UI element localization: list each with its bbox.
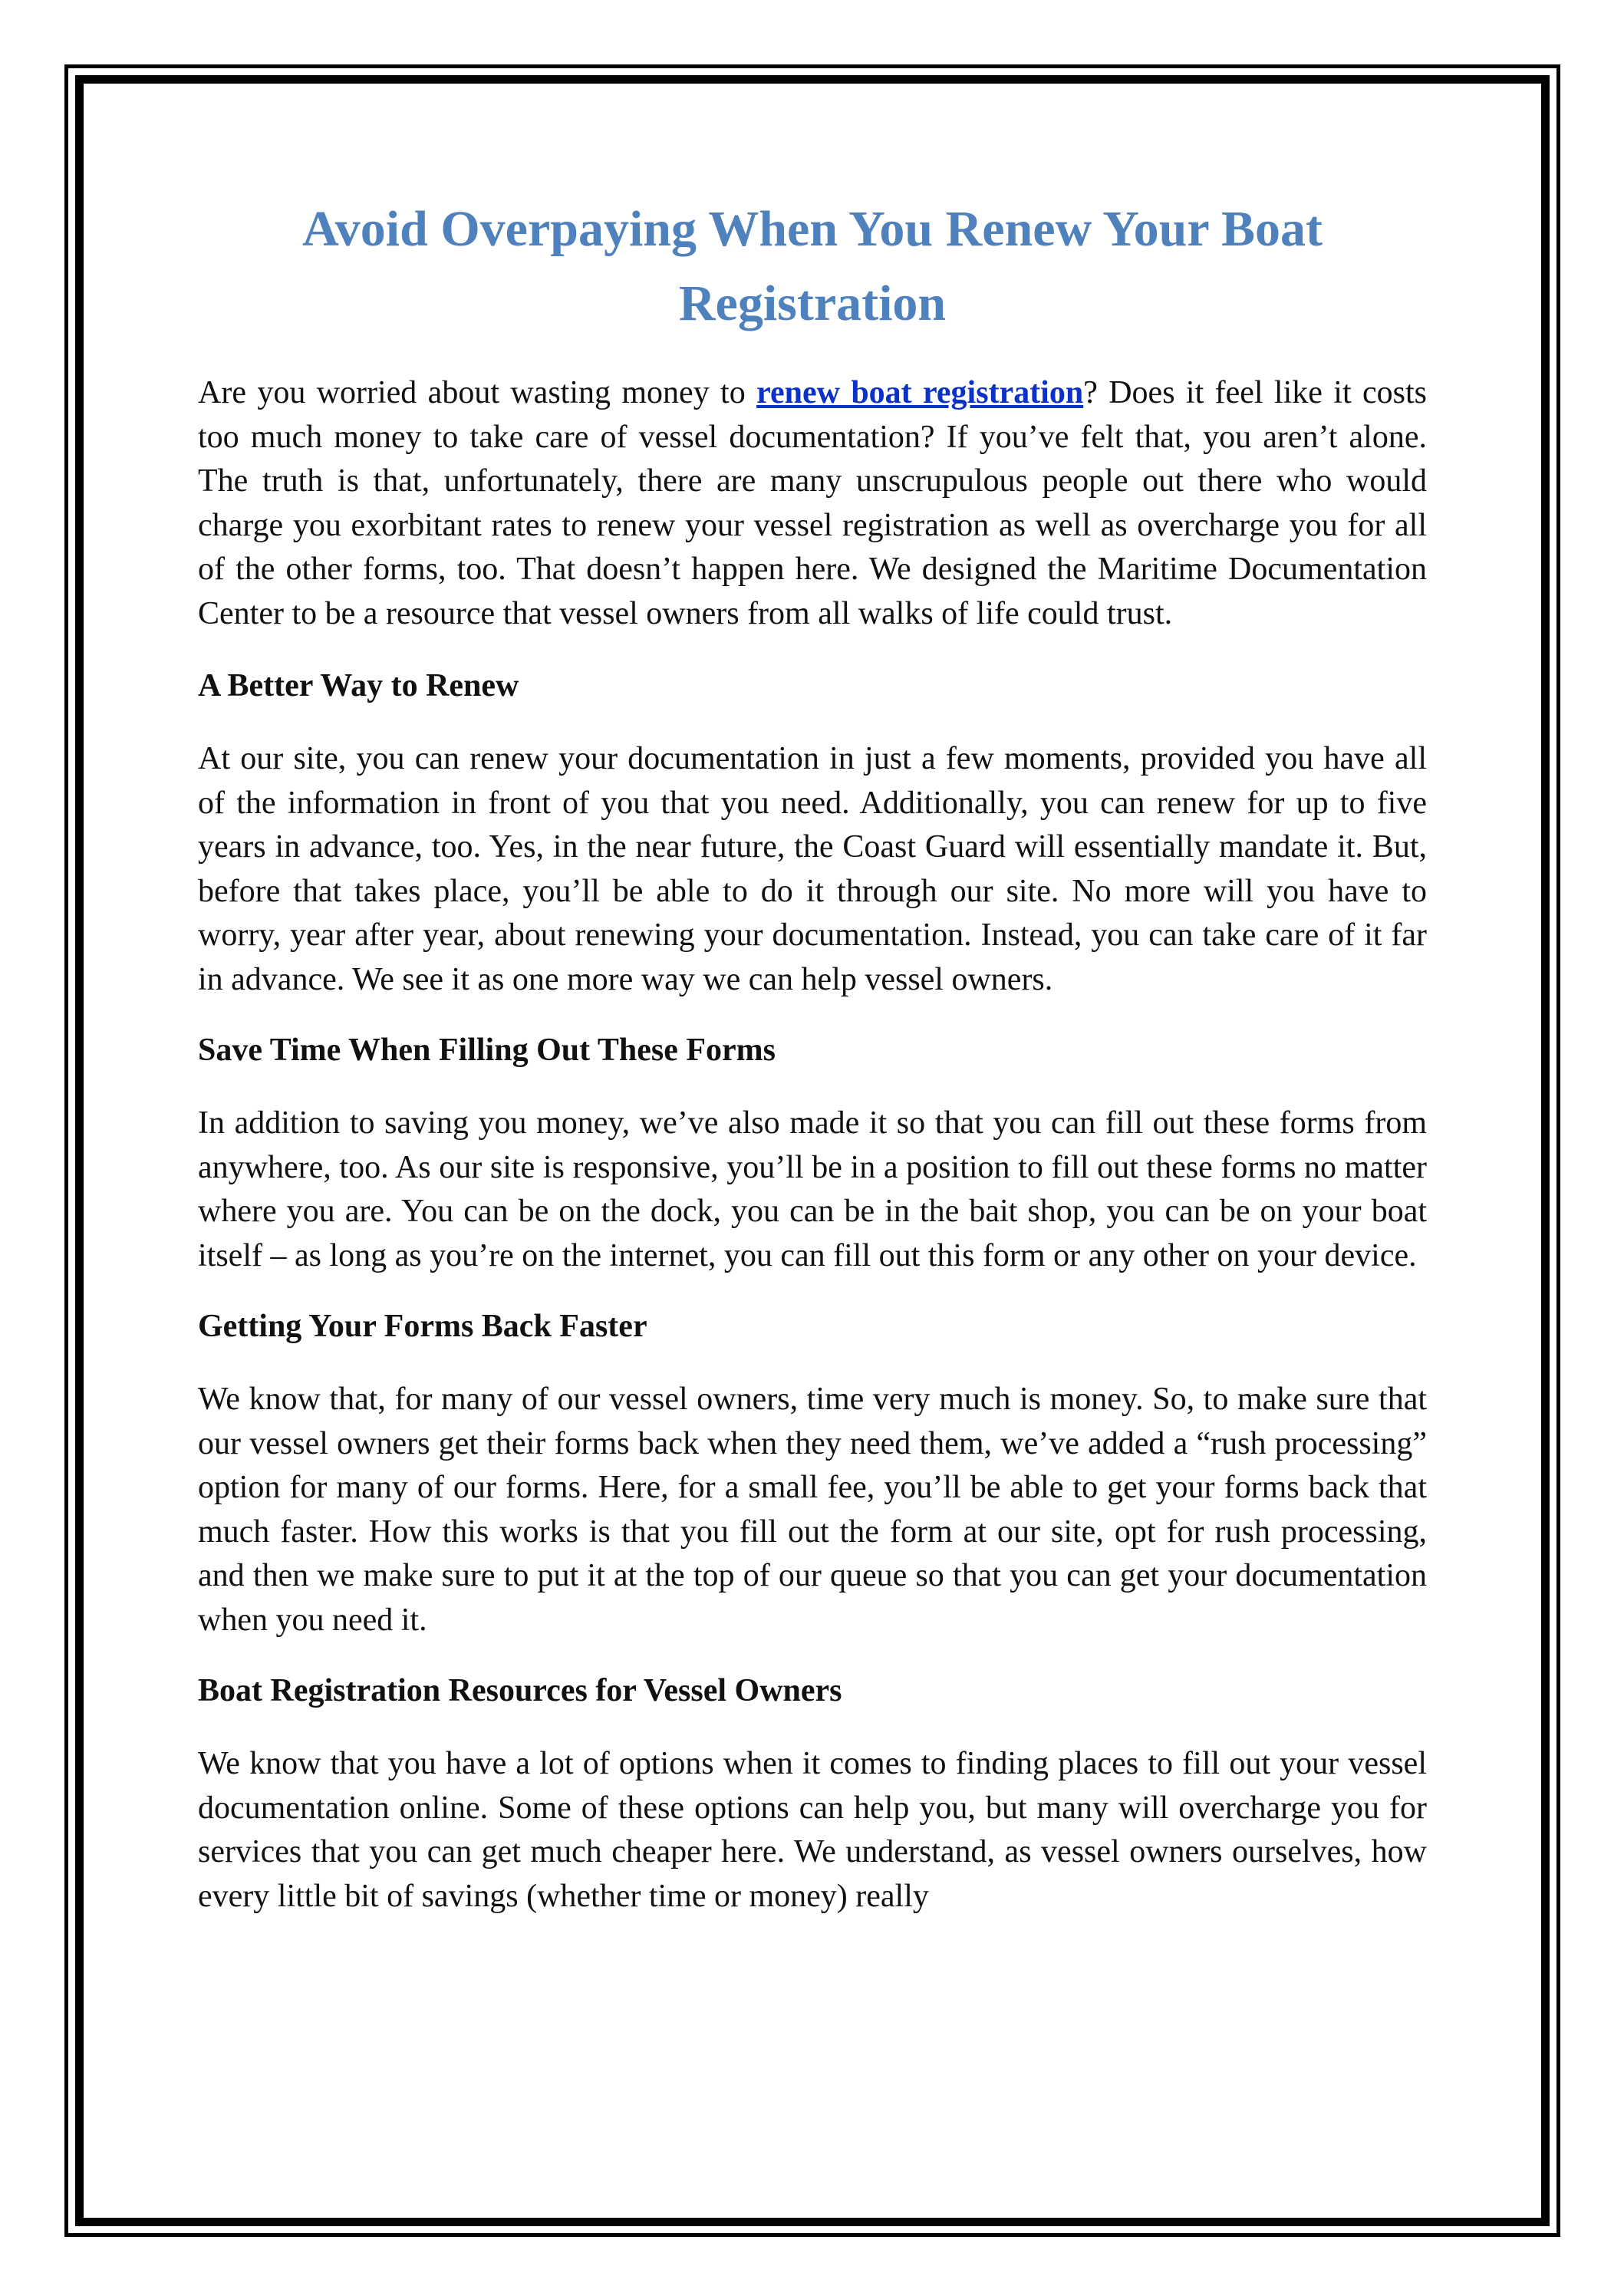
intro-text-before-link: Are you worried about wasting money to: [198, 375, 757, 410]
intro-paragraph: [198, 371, 1427, 636]
section-body-save-time: In addition to saving you money, we’ve also made it so that you can fill out these forms from anywhere, too. As our site is responsive, you’ll be in a position to fill out these forms no matter where you are. You can be on the dock, you can be in the bait shop, you can be on your boat itself – as long as you’re on the internet, you can fill out this form or any other on your device.: [198, 1105, 1427, 1273]
document-body: [198, 192, 1427, 1945]
section-heading-resources: Boat Registration Resources for Vessel Owners: [198, 1673, 842, 1708]
section-body-forms-faster: We know that, for many of our vessel owners, time very much is money. So, to make sure that our vessel owners get their forms back when they need them, we’ve added a “rush processing” option for many of our forms. Here, for a small fee, you’ll be able to get your forms back that much faster. How this works is that you fill out the form at our site, opt for rush processing, and then we make sure to put it at the top of our queue so that you can get your documentation when you need it.: [198, 1382, 1427, 1638]
renew-boat-registration-link[interactable]: renew boat registration: [756, 375, 1084, 410]
section-heading-save-time: Save Time When Filling Out These Forms: [198, 1033, 776, 1068]
section-heading-forms-faster: Getting Your Forms Back Faster: [198, 1309, 647, 1344]
intro-text-after-link: ? Does it feel like it costs too much money to take care of vessel documentation? If you’ve felt that, you aren’t alone. The truth is that, unfortunately, there are many unscrupulous people out there who would charge you exorbitant rates to renew your vessel registration as well as overcharge you for all of the other forms, too. That doesn’t happen here. We designed the Maritime Documentation Center to be a resource that vessel owners from all walks of life could trust.: [198, 375, 1427, 631]
document-title: Avoid Overpaying When You Renew Your Boat Registration: [302, 201, 1323, 331]
section-body-better-way: At our site, you can renew your documentation in just a few moments, provided you have all of the information in front of you that you need. Additionally, you can renew for up to five years in advance, too. Yes, in the near future, the Coast Guard will essentially mandate it. But, before that takes place, you’ll be able to do it through our site. No more will you have to worry, year after year, about renewing your documentation. Instead, you can take care of it far in advance. We see it as one more way we can help vessel owners.: [198, 741, 1427, 997]
section-body-resources: We know that you have a lot of options when it comes to finding places to fill out your vessel documentation online. Some of these options can help you, but many will overcharge you for services that you can get much cheaper here. We understand, as vessel owners ourselves, how every little bit of savings (whether time or money) really: [198, 1746, 1427, 1914]
section-heading-better-way: A Better Way to Renew: [198, 668, 519, 703]
